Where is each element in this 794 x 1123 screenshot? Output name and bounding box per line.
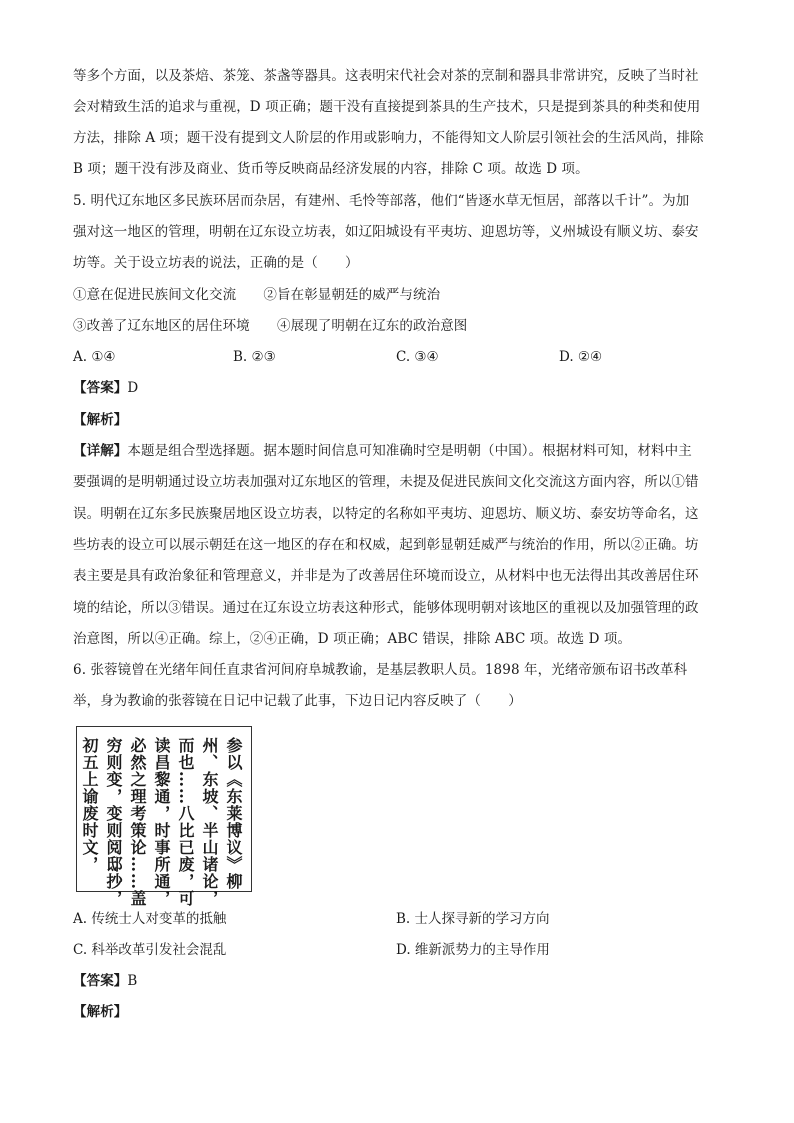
diary-column: 初五上谕废时文， — [80, 737, 99, 873]
diary-column: 必然之理考策论……盖 — [128, 737, 147, 907]
q6-option-a: A. 传统士人对变革的抵触 — [73, 911, 227, 927]
q5-detail-line: 误。明朝在辽东多民族聚居地区设立坊表，以特定的名称如平夷坊、迎恩坊、顺义坊、泰安坊等命名，这 — [73, 506, 699, 522]
q5-option-b: B. ②③ — [233, 349, 276, 365]
q5-analysis-label: 【解析】 — [73, 412, 128, 428]
q6-stem-line: 6. 张蓉镜曾在光绪年间任直隶省河间府阜城教谕，是基层教职人员。1898 年，光绪帝颁布诏书改革科 — [73, 662, 688, 678]
q5-detail-line: 要强调的是明朝通过设立坊表加强对辽东地区的管理，未提及促进民族间文化交流这方面内容，所以①错 — [73, 474, 699, 490]
q5-option-c: C. ③④ — [396, 349, 439, 365]
q6-option-d: D. 维新派势力的主导作用 — [396, 942, 550, 958]
diary-column: 而也……八比已废，可 — [176, 737, 195, 907]
q5-detail-line: 表主要是具有政治象征和管理意义，并非是为了改善居住环境而设立，从材料中也无法得出其改善居住环 — [73, 568, 699, 584]
q4-explanation-line: 方法，排除 A 项；题干没有提到文人阶层的作用或影响力，不能得知文人阶层引领社会的生活风尚，排除 — [73, 130, 704, 146]
diary-column: 穷则变，变则阅邸抄， — [104, 737, 123, 907]
answer-value: B — [127, 973, 138, 989]
q6-option-b: B. 士人探寻新的学习方向 — [396, 911, 550, 927]
q6-analysis-label: 【解析】 — [73, 1004, 128, 1020]
diary-column: 州、东坡、半山诸论， — [200, 737, 219, 907]
q5-option-a: A. ①④ — [73, 349, 116, 365]
q4-explanation-line: 会对精致生活的追求与重视，D 项正确；题干没有直接提到茶具的生产技术，只是提到茶具的种类和使用 — [73, 99, 701, 115]
diary-column: 读昌黎通，时事所通， — [152, 737, 171, 907]
q5-detail-line: 些坊表的设立可以展示朝廷在这一地区的存在和权威，起到彰显朝廷威严与统治的作用，所以②正确。坊 — [73, 537, 699, 553]
q5-detail-line: 治意图，所以④正确。综上，②④正确，D 项正确；ABC 错误，排除 ABC 项。故选 D 项。 — [73, 631, 632, 647]
q6-answer — [73, 972, 733, 990]
diary-excerpt-box — [76, 726, 252, 907]
q5-stem-line: 强对这一地区的管理，明朝在辽东设立坊表，如辽阳城设有平夷坊、迎恩坊等，义州城设有顺义坊、泰安 — [73, 224, 699, 240]
q5-detail-line — [73, 442, 733, 460]
q6-stem-line: 举，身为教谕的张蓉镜在日记中记载了此事，下边日记内容反映了（ ） — [73, 693, 522, 709]
q5-answer — [73, 379, 733, 397]
diary-column: 参以《东莱博议》柳 — [224, 737, 243, 890]
q6-option-c: C. 科举改革引发社会混乱 — [73, 942, 227, 958]
diary-columns — [79, 737, 243, 907]
q5-items-row: ①意在促进民族间文化交流 ②旨在彰显朝廷的威严与统治 — [73, 287, 441, 303]
detail-text: 本题是组合型选择题。据本题时间信息可知准确时空是明朝（中国）。根据材料可知，材料中主 — [127, 443, 692, 459]
q4-explanation-line: 等多个方面，以及茶焙、茶笼、茶盏等器具。这表明宋代社会对茶的烹制和器具非常讲究，反映了当时社 — [73, 68, 699, 84]
q4-explanation-line: B 项；题干没有涉及商业、货币等反映商品经济发展的内容，排除 C 项。故选 D 项。 — [73, 161, 589, 177]
q5-stem-line: 坊等。关于设立坊表的说法，正确的是（ ） — [73, 255, 359, 271]
q5-items-row: ③改善了辽东地区的居住环境 ④展现了明朝在辽东的政治意图 — [73, 318, 468, 334]
answer-value: D — [127, 380, 139, 396]
detail-label: 【详解】 — [73, 443, 128, 459]
q5-stem-line: 5. 明代辽东地区多民族环居而杂居，有建州、毛怜等部落，他们“皆逐水草无恒居，部落以千计”。为加 — [73, 193, 690, 209]
q5-detail-line: 境的结论，所以③错误。通过在辽东设立坊表这种形式，能够体现明朝对该地区的重视以及加强管理的政 — [73, 600, 699, 616]
answer-label: 【答案】 — [73, 380, 128, 396]
q5-option-d: D. ②④ — [559, 349, 603, 365]
answer-label: 【答案】 — [73, 973, 128, 989]
